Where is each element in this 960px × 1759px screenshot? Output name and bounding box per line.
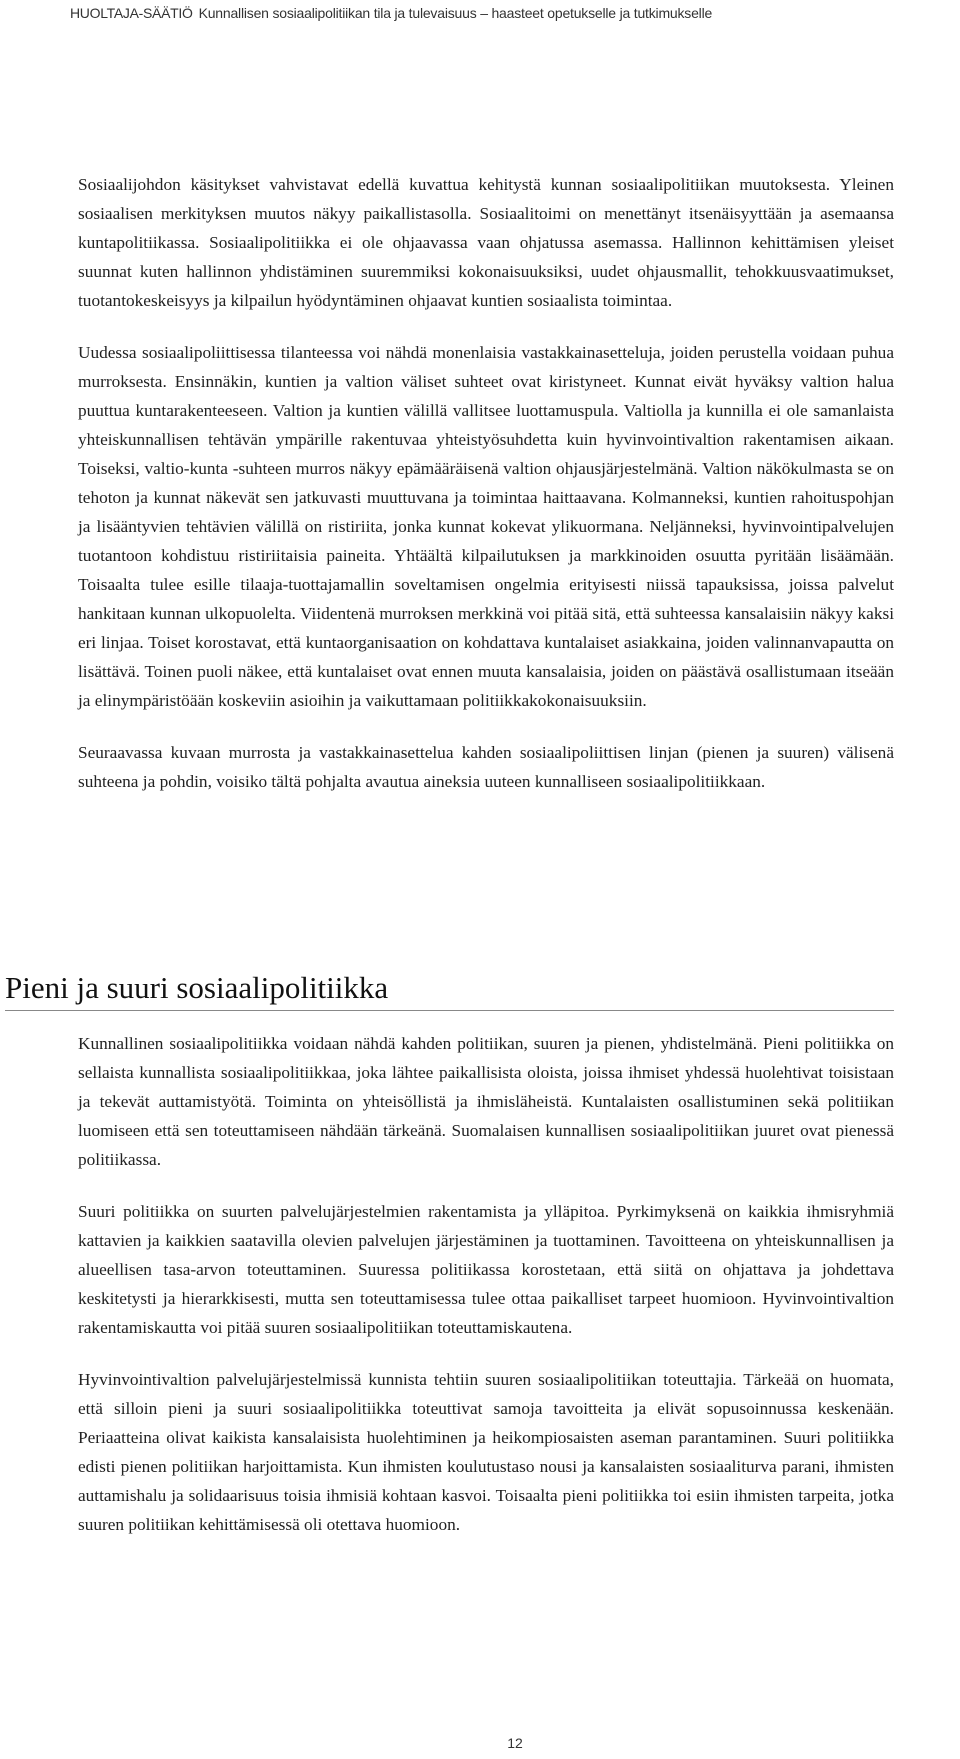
page-number: 12 xyxy=(507,1735,523,1751)
paragraph: Sosiaalijohdon käsitykset vahvistavat edellä kuvattua kehitystä kunnan sosiaalipolitiikan muutoksesta. Yleinen sosiaalisen merkityksen muutos näkyy paikallistasolla. Sosiaalitoimi on menettänyt itsenäisyyttään ja asemaansa kuntapolitiikassa. Sosiaalipolitiikka ei ole ohjaavassa vaan ohjatussa asemassa. Hallinnon kehittämisen yleiset suunnat kuten hallinnon yhdistäminen suuremmiksi kokonaisuuksiksi, uudet ohjausmallit, tehokkuusvaatimukset, tuotantokeskeisyys ja kilpailun hyödyntäminen ohjaavat kuntien sosiaalista toimintaa. xyxy=(78,175,894,310)
paragraph: Kunnallinen sosiaalipolitiikka voidaan nähdä kahden politiikan, suuren ja pienen, yhdistelmänä. Pieni politiikka on sellaista kunnallista sosiaalipolitiikkaa, joka lähtee paikallisista oloista, joissa ihmiset yhdessä huolehtivat toisistaan ja tekevät auttamistyötä. Toiminta on yhteisöllistä ja ihmisläheistä. Kuntalaisten osallistuminen sekä politiikan luomiseen että sen toteuttamiseen nähdään tärkeänä. Suomalaisen kunnallisen sosiaalipolitiikan juuret ovat pienessä politiikassa. xyxy=(78,1034,894,1169)
body-text-section xyxy=(78,1029,894,1539)
running-header xyxy=(70,5,712,21)
paragraph: Suuri politiikka on suurten palvelujärjestelmien rakentamista ja ylläpitoa. Pyrkimyksenä on kaikkia ihmisryhmiä kattavien ja kaikkien saatavilla olevien palvelujen järjestäminen ja tuottaminen. Tavoitteena on yhteiskunnallisen ja alueellisen tasa-arvon toteuttaminen. Suuressa politiikassa korostetaan, että siitä on ohjattava ja johdettava keskitetysti ja hierarkkisesti, mutta sen toteuttamisessa tulee ottaa paikalliset tarpeet huomioon. Hyvinvointivaltion rakentamiskautta voi pitää suuren sosiaalipolitiikan toteuttamiskautena. xyxy=(78,1202,894,1337)
paragraph: Hyvinvointivaltion palvelujärjestelmissä kunnista tehtiin suuren sosiaalipolitiikan toteuttajia. Tärkeää on huomata, että silloin pieni ja suuri sosiaalipolitiikka toteuttivat samoja tavoitteita ja elivät sopusoinnussa keskenään. Periaatteina olivat kaikista kansalaisista huolehtiminen ja heikompiosaisten aseman parantaminen. Suuri politiikka edisti pienen politiikan harjoittamista. Kun ihmisten koulutustaso nousi ja kansalaisten sosiaaliturva parani, ihmisten auttamishalu ja solidaarisuus toisia ihmisiä kohtaan kasvoi. Toisaalta pieni politiikka toi esiin ihmisten tarpeita, jotka suuren politiikan kehittämisessä oli otettava huomioon. xyxy=(78,1370,894,1534)
header-title: Kunnallisen sosiaalipolitiikan tila ja tulevaisuus – haasteet opetukselle ja tutkimukselle xyxy=(198,5,713,21)
section-heading: Pieni ja suuri sosiaalipolitiikka xyxy=(5,968,894,1011)
header-organization: HUOLTAJA-SÄÄTIÖ xyxy=(70,5,193,21)
paragraph: Seuraavassa kuvaan murrosta ja vastakkainasettelua kahden sosiaalipoliittisen linjan (pienen ja suuren) välisenä suhteena ja pohdin, voisiko tältä pohjalta avautua aineksia uuteen kunnalliseen sosiaalipolitiikkaan. xyxy=(78,743,894,791)
paragraph: Uudessa sosiaalipoliittisessa tilanteessa voi nähdä monenlaisia vastakkainasetteluja, joiden perustella voidaan puhua murroksesta. Ensinnäkin, kuntien ja valtion väliset suhteet ovat kiristyneet. Kunnat eivät hyväksy valtion halua puuttua kuntarakenteeseen. Valtion ja kuntien välillä vallitsee luottamuspula. Valtiolla ja kunnilla ei ole samanlaista yhteiskunnallisen tehtävän ympärille rakentuvaa yhteistyösuhdetta kuin hyvinvointivaltion rakentamisen aikaan. Toiseksi, valtio-kunta -suhteen murros näkyy epämääräisenä valtion ohjausjärjestelmänä. Valtion näkökulmasta se on tehoton ja kunnat näkevät sen jatkuvasti muuttuvana ja toimintaa haittaavana. Kolmanneksi, kuntien rahoituspohjan ja lisääntyvien tehtävien välillä on ristiriita, jonka kunnat kokevat ylikuormana. Neljänneksi, hyvinvointipalvelujen tuotantoon kohdistuu ristiriitaisia paineita. Yhtäältä kilpailutuksen ja markkinoiden osuutta pyritään lisäämään. Toisaalta tulee esille tilaaja-tuottajamallin soveltamisen ongelmia erityisesti niissä tapauksissa, joissa palvelut hankitaan kunnan ulkopuolelta. Viidentenä murroksen merkkinä voi pitää sitä, että suhteessa kansalaisiin näkyy kaksi eri linjaa. Toiset korostavat, että kuntaorganisaation on kohdattava kuntalaiset asiakkaina, joiden valinnanvapautta on lisättävä. Toinen puoli näkee, että kuntalaiset ovat ennen muuta kansalaisia, joiden on päästävä osallistumaan itseään ja elinympäristöään koskeviin asioihin ja vaikuttamaan politiikkakokonaisuuksiin. xyxy=(78,343,894,710)
body-text-top xyxy=(78,170,894,796)
